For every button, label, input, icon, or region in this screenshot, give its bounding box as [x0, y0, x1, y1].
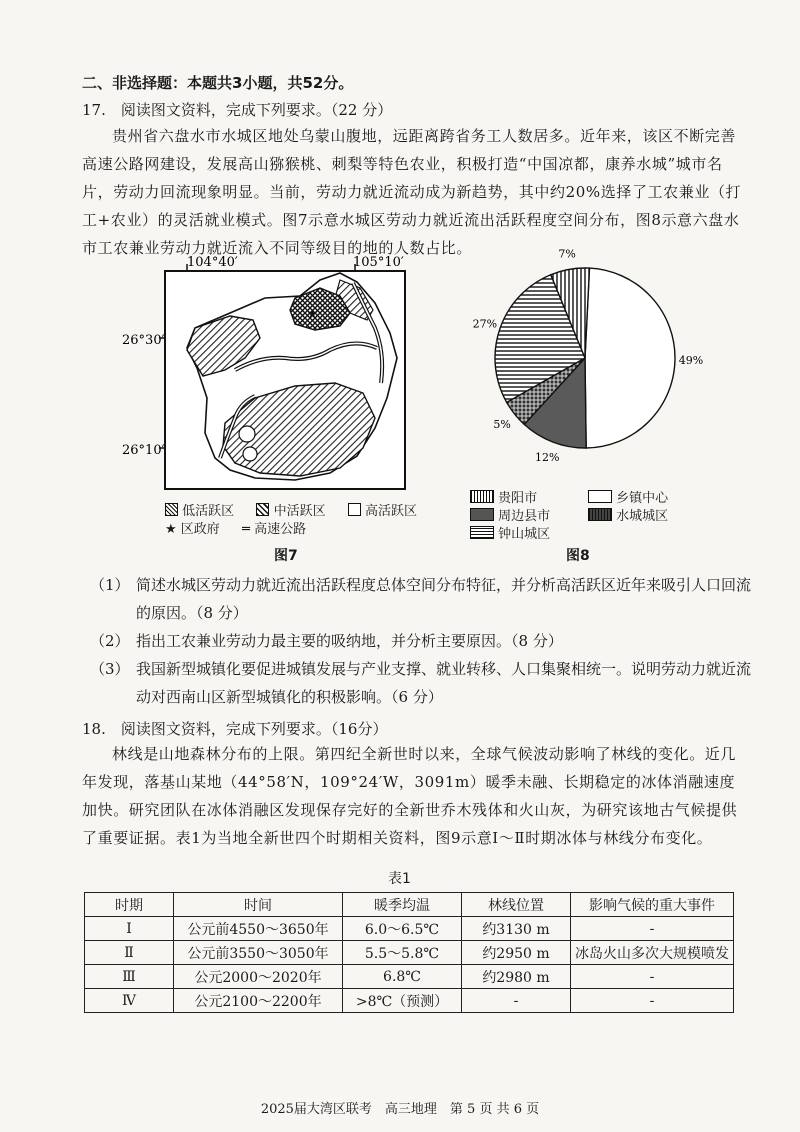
sub-text: 简述水城区劳动力就近流出活跃程度总体空间分布特征，并分析高活跃区近年来吸引人口回流的原因。（8 分） — [136, 576, 752, 622]
legend-township: 乡镇中心 — [616, 491, 669, 506]
figure-8-caption: 图8 — [566, 548, 590, 564]
sub-text: 我国新型城镇化要促进城镇发展与产业支撑、就业转移、人口集聚相统一。说明劳动力就近流动对西南山区新型城镇化的积极影响。（6 分） — [136, 660, 752, 706]
high-activity-legend-icon — [348, 503, 361, 516]
q17-sub-1 — [90, 571, 756, 627]
lat-label-top: 26°30′ — [122, 333, 165, 348]
figure-7-caption: 图7 — [274, 548, 298, 564]
blank-pattern-icon — [588, 490, 612, 503]
cell: - — [571, 965, 734, 989]
pie-label-4: 7% — [558, 247, 576, 261]
low-activity-legend-icon — [165, 503, 178, 516]
cell: Ⅱ — [85, 941, 174, 965]
q17-sub-3 — [90, 655, 756, 711]
q17-header: 17. 阅读图文资料，完成下列要求。（22 分） — [82, 101, 393, 119]
cell: - — [571, 917, 734, 941]
sub-num: （2） — [90, 632, 130, 650]
th-time: 时间 — [174, 893, 343, 917]
lat-label-bottom: 26°10′ — [122, 443, 165, 458]
figure-8-pie — [460, 247, 704, 468]
pie-legend — [470, 487, 700, 541]
cell: Ⅲ — [85, 965, 174, 989]
page-footer: 2025届大湾区联考 高三地理 第 5 页 共 6 页 — [260, 1102, 540, 1117]
legend-highway: 高速公路 — [254, 522, 307, 537]
table-row — [85, 965, 734, 989]
cell: 公元前3550～3050年 — [174, 941, 343, 965]
legend-government: 区政府 — [180, 522, 220, 537]
th-temp: 暖季均温 — [343, 893, 462, 917]
pie-slice-0 — [585, 268, 675, 448]
dark-pattern-icon — [470, 508, 494, 521]
legend-nearby: 周边县市 — [498, 509, 551, 524]
cell: - — [571, 989, 734, 1013]
vertical-pattern-icon — [470, 490, 494, 503]
q17-sub-2 — [90, 627, 756, 655]
cell: 5.5～5.8℃ — [343, 941, 462, 965]
district-government-icon: ★ — [307, 307, 318, 321]
th-period: 时期 — [85, 893, 174, 917]
cell: 约3130 m — [462, 917, 571, 941]
legend-high: 高活跃区 — [365, 504, 418, 519]
sub-num: （3） — [90, 660, 130, 678]
legend-guiyang: 贵阳市 — [498, 491, 538, 506]
q18-paragraph: 林线是山地森林分布的上限。第四纪全新世时以来，全球气候波动影响了林线的变化。近几年发现，落基山某地（44°58′N，109°24′W，3091m）暖季未融、长期稳定的冰体消融速度加快。研究团队在冰体消融区发现保存完好的全新世乔木残体和火山灰，为研究该地古气候提供了重要证据。表1为当地全新世四个时期相关资料，图9示意Ⅰ～Ⅱ时期冰体与林线分布变化。 — [82, 745, 738, 847]
table-1 — [84, 892, 734, 1013]
sub-num: （1） — [90, 576, 130, 594]
table-1-caption: 表1 — [388, 871, 411, 887]
cell: Ⅳ — [85, 989, 174, 1013]
cell: >8℃（预测） — [343, 989, 462, 1013]
q18-header: 18. 阅读图文资料，完成下列要求。（16分） — [82, 720, 388, 738]
medium-activity-legend-icon — [256, 503, 269, 516]
cell: 冰岛火山多次大规模喷发 — [571, 941, 734, 965]
cell: Ⅰ — [85, 917, 174, 941]
grid-pattern-icon — [588, 508, 612, 521]
table-row — [85, 917, 734, 941]
table-row — [85, 989, 734, 1013]
th-events: 影响气候的重大事件 — [571, 893, 734, 917]
map-legend — [165, 500, 417, 536]
cell: 约2980 m — [462, 965, 571, 989]
legend-low: 低活跃区 — [182, 504, 235, 519]
th-treeline: 林线位置 — [462, 893, 571, 917]
section-title: 二、非选择题：本题共3小题，共52分。 — [82, 74, 354, 92]
cell: 6.0～6.5℃ — [343, 917, 462, 941]
cell: 公元前4550～3650年 — [174, 917, 343, 941]
table-row — [85, 941, 734, 965]
legend-medium: 中活跃区 — [273, 504, 326, 519]
q17-paragraph: 贵州省六盘水市水城区地处乌蒙山腹地，远距离跨省务工人数居多。近年来，该区不断完善高速公路网建设，发展高山猕猴桃、刺梨等特色农业，积极打造“中国凉都，康养水城”城市名片，劳动力回流现象明显。当前，劳动力就近流动成为新趋势，其中约20%选择了工农兼业（打工+农业）的灵活就业模式。图7示意水城区劳动力就近流出活跃程度空间分布，图8示意六盘水市工农兼业劳动力就近流入不同等级目的地的人数占比。 — [82, 127, 742, 257]
legend-zhongshan: 钟山城区 — [498, 527, 551, 542]
cell: 公元2000～2020年 — [174, 965, 343, 989]
cell: 公元2100～2200年 — [174, 989, 343, 1013]
sub-text: 指出工农兼业劳动力最主要的吸纳地，并分析主要原因。（8 分） — [136, 632, 563, 650]
pie-label-0: 49% — [678, 353, 704, 367]
pie-label-3: 27% — [472, 317, 498, 331]
lon-label-left: 104°40′ — [187, 255, 238, 270]
highway-legend-icon: ═ — [242, 522, 250, 537]
cell: - — [462, 989, 571, 1013]
table-header-row — [85, 893, 734, 917]
pie-label-2: 5% — [493, 418, 511, 432]
pie-label-1: 12% — [535, 451, 560, 465]
figure-7-map — [122, 255, 435, 518]
cell: 6.8℃ — [343, 965, 462, 989]
horizontal-pattern-icon — [470, 526, 494, 539]
star-icon: ★ — [165, 522, 177, 537]
legend-shuicheng: 水城城区 — [616, 509, 669, 524]
cell: 约2950 m — [462, 941, 571, 965]
lon-label-right: 105°10′ — [353, 255, 404, 270]
